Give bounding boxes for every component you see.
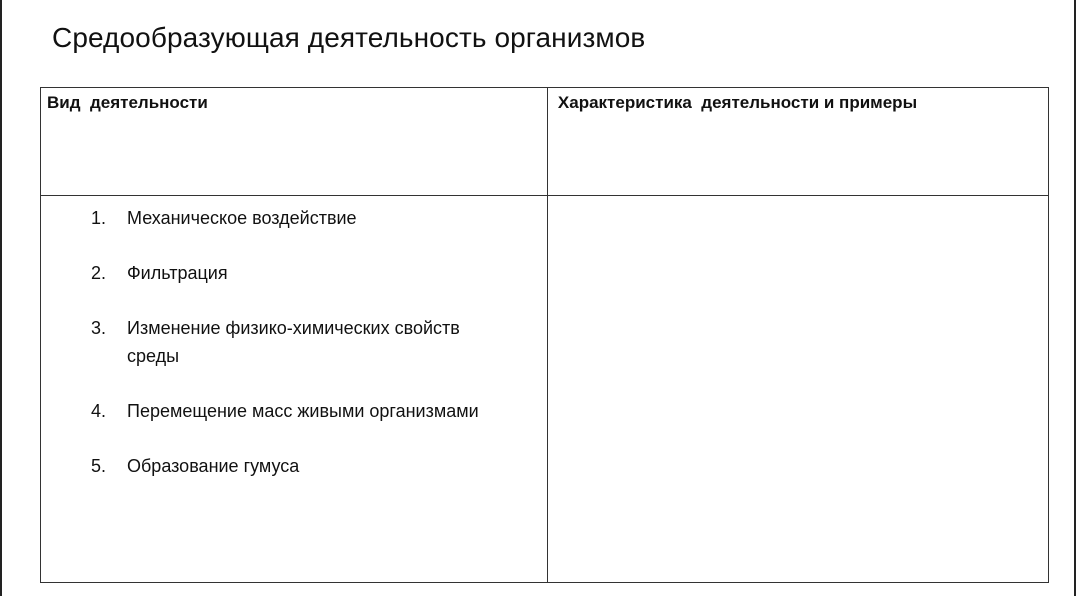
characteristics-cell[interactable] [547, 196, 1048, 583]
activity-table [40, 87, 1049, 583]
list-item-number: 2. [91, 263, 107, 283]
list-item [41, 204, 511, 232]
header-characteristics: Характеристика деятельности и примеры [547, 88, 1048, 196]
page-title: Средообразующая деятельность организмов [52, 22, 646, 53]
list-item-text: Фильтрация [127, 263, 228, 283]
list-item-number: 1. [91, 208, 107, 228]
list-item-number: 5. [91, 456, 107, 476]
list-item [41, 452, 511, 480]
table-body-row [41, 196, 1049, 583]
list-item-text: Перемещение масс живыми организмами [127, 401, 479, 421]
list-item-number: 3. [91, 318, 107, 338]
list-item-text: Изменение физико-химических свойств среды [127, 318, 460, 366]
list-item [41, 259, 511, 287]
list-item-number: 4. [91, 401, 107, 421]
activity-list [41, 196, 547, 480]
list-item [41, 397, 511, 425]
activity-list-cell [41, 196, 548, 583]
header-activity-type: Вид деятельности [41, 88, 548, 196]
list-item-text: Образование гумуса [127, 456, 300, 476]
list-item [41, 314, 511, 370]
list-item-text: Механическое воздействие [127, 208, 357, 228]
table-header-row [41, 88, 1049, 196]
